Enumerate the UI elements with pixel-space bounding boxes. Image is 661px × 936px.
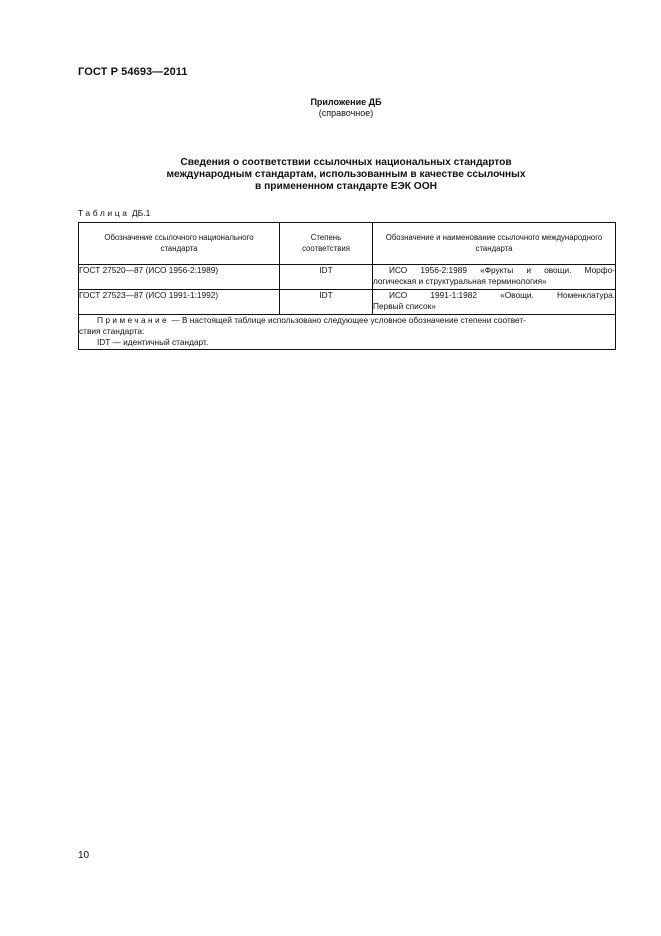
table-caption-label: Таблица xyxy=(78,208,130,218)
intl-text-line: ИСО 1991-1:1982 «Овощи. Номенклатура. xyxy=(389,290,615,300)
note-lead: Примечание xyxy=(97,315,170,325)
table-header-row xyxy=(79,223,616,265)
table-row xyxy=(79,265,616,290)
section-heading xyxy=(0,157,661,193)
international-standard-cell xyxy=(373,290,616,315)
intl-text-line: Первый список» xyxy=(373,301,436,311)
intl-text-line: логическая и структуральная терминология» xyxy=(373,276,547,286)
table-row xyxy=(79,290,616,315)
column-header-national: Обозначение ссылочного национального стандарта xyxy=(79,223,280,265)
note-text: IDT — идентичный стандарт. xyxy=(97,337,209,347)
degree-cell: IDT xyxy=(280,265,373,290)
heading-line: международным стандартам, использованным в качестве ссылочных xyxy=(166,169,526,180)
table-note xyxy=(79,315,616,350)
degree-cell: IDT xyxy=(280,290,373,315)
table-note-row xyxy=(79,315,616,350)
international-standard-cell xyxy=(373,265,616,290)
correspondence-table xyxy=(78,222,616,350)
column-header-international: Обозначение и наименование ссылочного международного стандарта xyxy=(373,223,616,265)
heading-line: в примененном стандарте ЕЭК ООН xyxy=(255,181,437,192)
appendix-subtitle: (справочное) xyxy=(318,108,374,118)
note-text: — В настоящей таблице использовано следующее условное обозначение степени соответ- xyxy=(169,315,526,325)
note-text: ствия стандарта: xyxy=(79,326,145,336)
heading-line: Сведения о соответствии ссылочных национальных стандартов xyxy=(180,157,512,168)
table-caption-number: ДБ.1 xyxy=(131,208,151,218)
column-header-degree: Степень соответствия xyxy=(280,223,373,265)
appendix-title: Приложение ДБ xyxy=(310,97,382,107)
national-standard-cell: ГОСТ 27520—87 (ИСО 1956-2:1989) xyxy=(79,265,280,290)
national-standard-cell: ГОСТ 27523—87 (ИСО 1991-1:1992) xyxy=(79,290,280,315)
table-caption xyxy=(78,208,150,218)
intl-text-line: ИСО 1956-2:1989 «Фрукты и овощи. Морфо- xyxy=(389,265,615,275)
appendix-label xyxy=(0,97,661,119)
page-number: 10 xyxy=(78,850,90,861)
document-code: ГОСТ Р 54693—2011 xyxy=(78,66,188,78)
